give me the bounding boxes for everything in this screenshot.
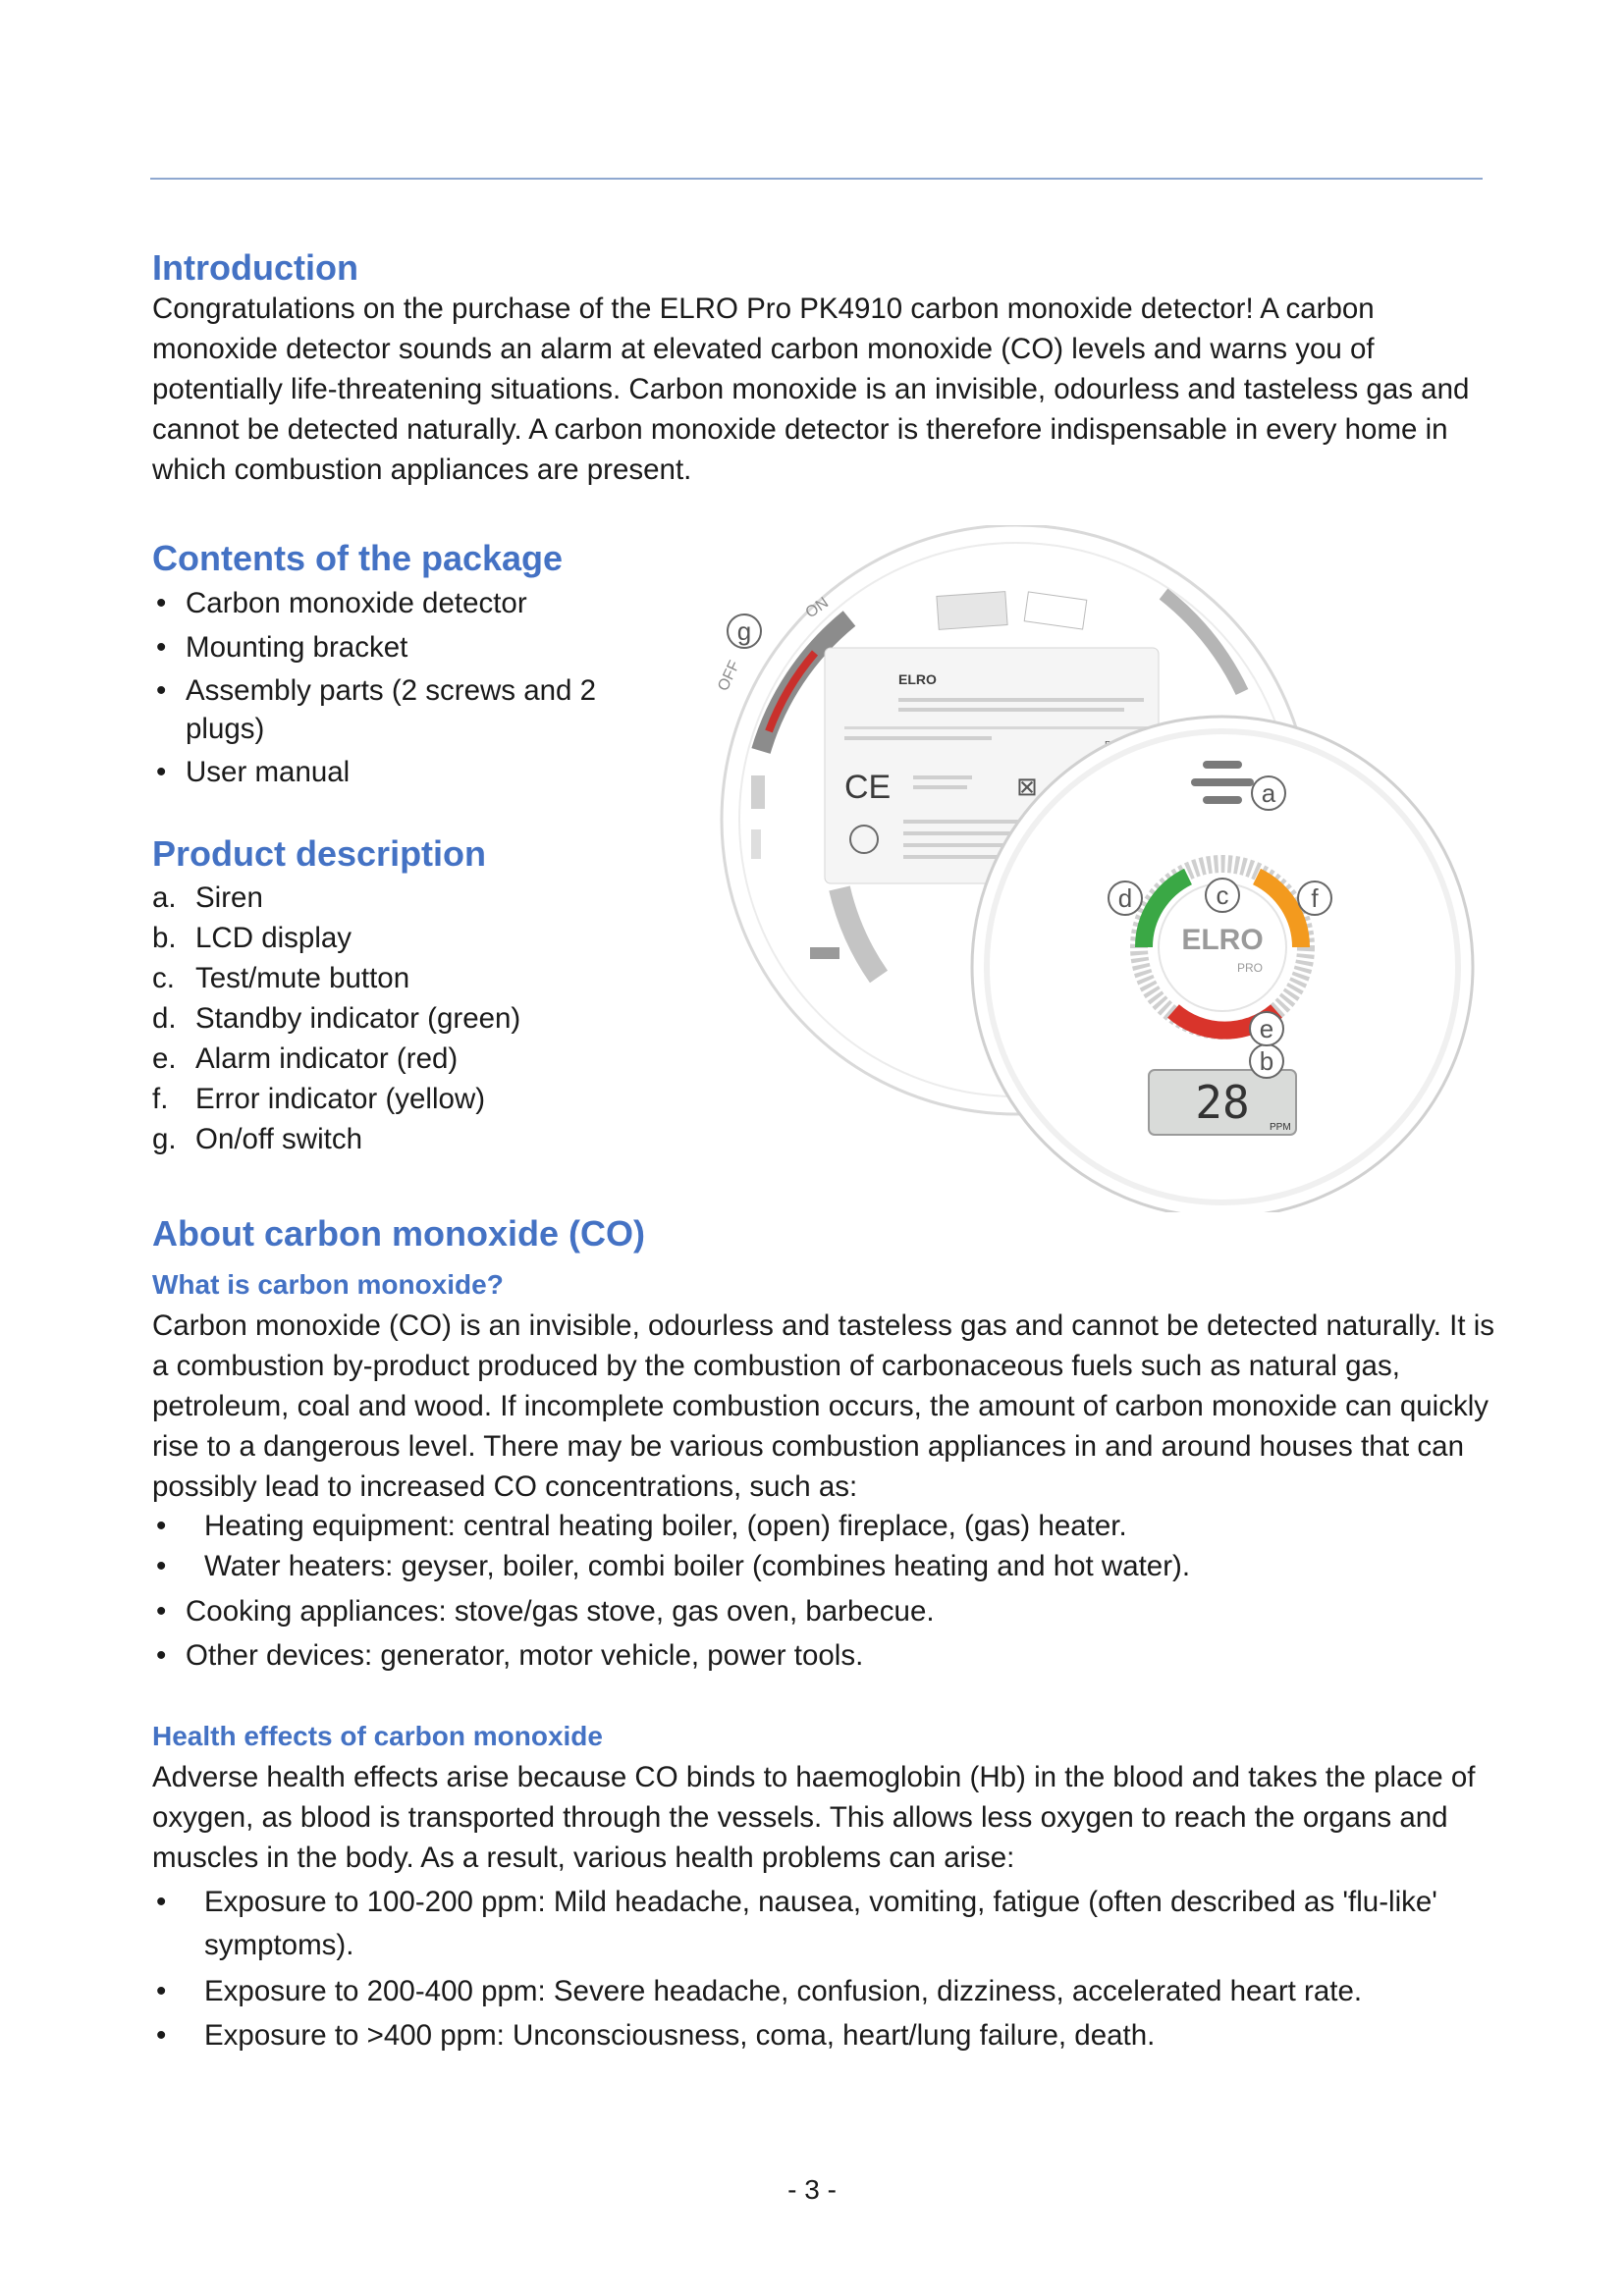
what-heading: What is carbon monoxide? [152, 1269, 504, 1300]
callout-a: a [1261, 778, 1276, 808]
list-item: • Assembly parts (2 screws and 2 plugs) [152, 671, 604, 748]
list-item: • Heating equipment: central heating boiler, (open) fireplace, (gas) heater. [152, 1506, 1497, 1546]
list-item: c. Test/mute button [152, 962, 410, 994]
list-item: e. Alarm indicator (red) [152, 1042, 459, 1075]
ce-mark-icon: CE [844, 769, 892, 806]
intro-paragraph: Congratulations on the purchase of the ELRO Pro PK4910 carbon monoxide detector! A carbon monoxide detector sounds an alarm at elevated carbon monoxide (CO) levels and warns you of potentially life-threatening situations. Carbon monoxide is an invisible, odourless and tasteless gas and cannot be detected naturally. A carbon monoxide detector is therefore indispensable in every home in which combustion appliances are present. [152, 293, 1470, 486]
brand-sub-logo: PRO [1237, 961, 1264, 975]
about-heading: About carbon monoxide (CO) [152, 1213, 645, 1254]
intro-heading: Introduction [152, 247, 358, 288]
health-heading: Health effects of carbon monoxide [152, 1721, 603, 1751]
list-item: • Cooking appliances: stove/gas stove, gas oven, barbecue. [152, 1591, 1497, 1631]
health-paragraph: Adverse health effects arise because CO binds to haemoglobin (Hb) in the blood and takes the place of oxygen, as blood is transported through the vessels. This allows less oxygen to reach the organs and muscles in the body. As a result, various health problems can arise: [152, 1761, 1476, 1874]
switch-off-label: OFF [715, 658, 744, 694]
detector-front [972, 717, 1473, 1212]
detector-illustration [653, 525, 1497, 1212]
lcd-value: 28 [1195, 1076, 1250, 1129]
switch-on-label: ON [802, 594, 832, 622]
callout-e: e [1259, 1014, 1274, 1043]
list-item: • Other devices: generator, motor vehicle, power tools. [152, 1635, 1497, 1676]
health-effects-list [152, 1881, 1468, 2056]
list-item: • Exposure to 100-200 ppm: Mild headache, nausea, vomiting, fatigue (often described as 'flu-like' symptoms). [152, 1881, 1468, 1967]
list-item: • User manual [152, 752, 604, 792]
callout-g: g [736, 616, 752, 646]
list-item: f. Error indicator (yellow) [152, 1083, 486, 1115]
list-item: • Mounting bracket [152, 627, 604, 667]
weee-icon: ⊠ [1016, 773, 1038, 802]
appliance-list-b [152, 1591, 1497, 1676]
list-item: d. Standby indicator (green) [152, 1002, 521, 1035]
list-item: a. Siren [152, 881, 263, 914]
page-number: - 3 - [787, 2174, 837, 2205]
product-heading: Product description [152, 833, 487, 874]
brand-logo: ELRO [1181, 924, 1264, 956]
callout-c: c [1216, 881, 1229, 910]
what-paragraph: Carbon monoxide (CO) is an invisible, odourless and tasteless gas and cannot be detected naturally. It is a combustion by-product produced by the combustion of carbonaceous fuels such as natural gas, petroleum, coal and wood. If incomplete combustion occurs, the amount of carbon monoxide can quickly rise to a dangerous level. There may be various combustion appliances in and around houses that can possibly lead to increased CO concentrations, such as: [152, 1309, 1495, 1503]
contents-list [152, 583, 604, 792]
callout-f: f [1311, 883, 1319, 913]
callout-d: d [1117, 883, 1133, 913]
list-item: b. LCD display [152, 922, 352, 954]
list-item: • Exposure to 200-400 ppm: Severe headache, confusion, dizziness, accelerated heart rate. [152, 1971, 1468, 2011]
callout-b: b [1259, 1046, 1274, 1076]
product-list [152, 878, 702, 1159]
list-item: • Water heaters: geyser, boiler, combi boiler (combines heating and hot water). [152, 1546, 1497, 1586]
appliance-list-a [152, 1506, 1497, 1586]
list-item: g. On/off switch [152, 1123, 362, 1155]
header-rule [150, 178, 1483, 180]
list-item: • Exposure to >400 ppm: Unconsciousness, coma, heart/lung failure, death. [152, 2015, 1468, 2056]
lcd-unit: PPM [1270, 1122, 1291, 1133]
list-item: • Carbon monoxide detector [152, 583, 604, 623]
label-brand: ELRO [898, 671, 937, 687]
contents-heading: Contents of the package [152, 538, 564, 578]
